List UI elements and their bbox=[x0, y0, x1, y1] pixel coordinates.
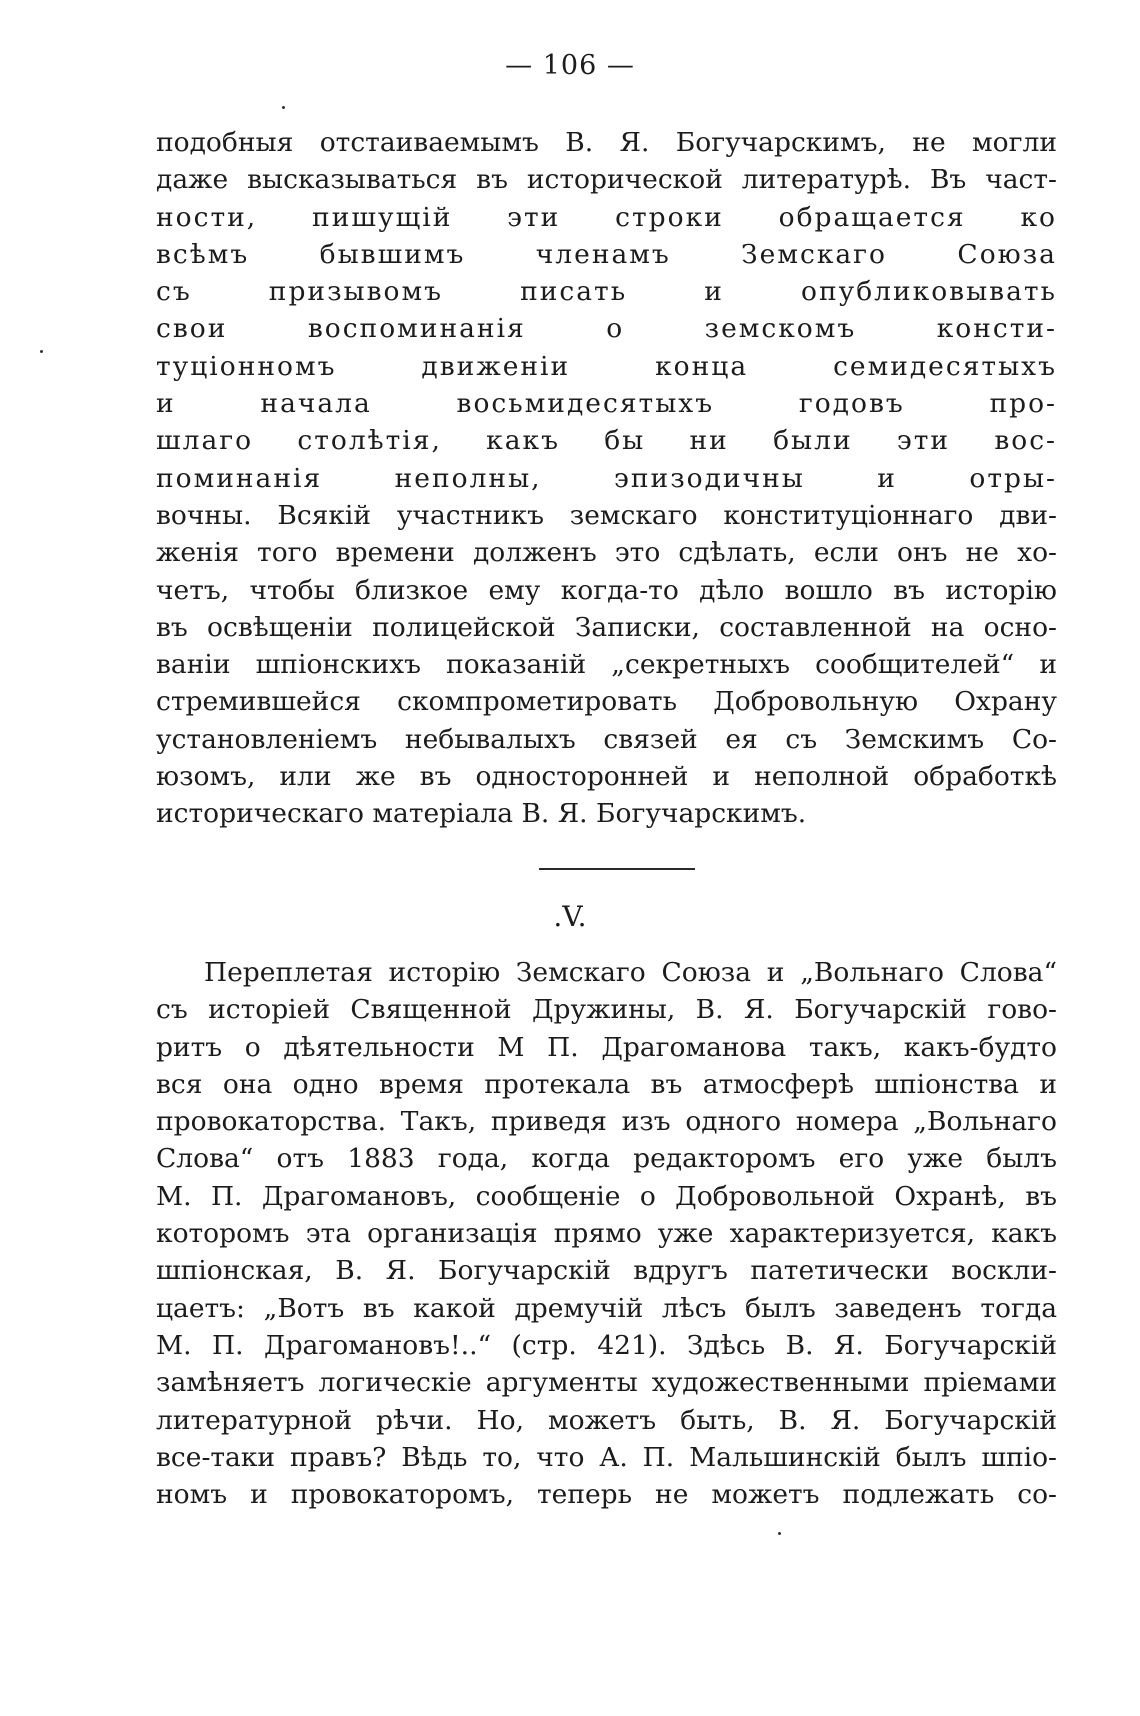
text-line: все-таки правъ? Вѣдь то, что А. П. Мальшинскій былъ шпіо- bbox=[156, 1441, 1057, 1473]
text-line: съ исторіей Священной Дружины, В. Я. Богучарскій гово- bbox=[156, 994, 1057, 1026]
text-line: подобныя отстаиваемымъ В. Я. Богучарскимъ, не могли bbox=[156, 127, 1057, 158]
text-line: въ освѣщеніи полицейской Записки, составленной на осно- bbox=[156, 611, 1057, 643]
text-line: которомъ эта организація прямо уже характеризуется, какъ bbox=[156, 1218, 1057, 1250]
scan-speck bbox=[778, 1532, 781, 1535]
text-line: цаетъ: „Вотъ въ какой дремучій лѣсъ былъ заведенъ тогда bbox=[156, 1292, 1057, 1324]
text-line: шпіонская, В. Я. Богучарскій вдругъ патетически воскли- bbox=[156, 1255, 1057, 1287]
text-line: историческаго матеріала В. Я. Богучарскимъ. bbox=[156, 798, 807, 830]
text-line: свои воспоминанія о земскомъ консти- bbox=[156, 313, 1057, 345]
text-line: стремившейся скомпрометировать Добровольную Охрану bbox=[156, 686, 1057, 718]
text-line: четъ, чтобы близкое ему когда-то дѣло вошло въ исторію bbox=[156, 574, 1057, 606]
text-line: даже высказываться въ исторической литературѣ. Въ част- bbox=[156, 164, 1057, 196]
section-heading: .V. bbox=[553, 900, 587, 933]
text-line: вся она одно время протекала въ атмосферѣ шпіонства и bbox=[156, 1068, 1057, 1100]
section-divider bbox=[539, 868, 695, 870]
text-line: литературной рѣчи. Но, можетъ быть, В. Я. Богучарскій bbox=[156, 1404, 1057, 1436]
text-line: поминанія неполны, эпизодичны и отры- bbox=[156, 462, 1057, 494]
text-line: Переплетая исторію Земскаго Союза и „Вольнаго Слова“ bbox=[204, 957, 1057, 988]
text-line: ваніи шпіонскихъ показаній „секретныхъ сообщителей“ и bbox=[156, 649, 1057, 681]
text-line: ности, пишущій эти строки обращается ко bbox=[156, 201, 1057, 233]
text-line: Слова“ отъ 1883 года, когда редакторомъ его уже былъ bbox=[156, 1143, 1057, 1175]
text-line: М. П. Драгомановъ!..“ (стр. 421). Здѣсь В. Я. Богучарскій bbox=[156, 1329, 1057, 1361]
text-line: туціонномъ движеніи конца семидесятыхъ bbox=[156, 350, 1057, 382]
text-line: М. П. Драгомановъ, сообщеніе о Добровольной Охранѣ, въ bbox=[156, 1180, 1057, 1212]
paragraph-continued bbox=[156, 124, 1057, 833]
page-number: — 106 — bbox=[505, 50, 635, 81]
paragraph-section-v bbox=[156, 954, 1057, 1513]
text-line: и начала восьмидесятыхъ годовъ про- bbox=[156, 388, 1057, 420]
text-line: женія того времени долженъ это сдѣлать, если онъ не хо- bbox=[156, 537, 1057, 569]
text-line: провокаторства. Такъ, приведя изъ одного номера „Вольнаго bbox=[156, 1106, 1057, 1138]
text-line: ритъ о дѣятельности М П. Драгоманова такъ, какъ-будто bbox=[156, 1031, 1057, 1063]
text-line: съ призывомъ писать и опубликовывать bbox=[156, 276, 1057, 308]
text-line: шлаго столѣтія, какъ бы ни были эти вос- bbox=[156, 425, 1057, 457]
scan-speck bbox=[282, 106, 285, 109]
text-line: вочны. Всякій участникъ земскаго конституціоннаго дви- bbox=[156, 499, 1057, 531]
text-line: всѣмъ бывшимъ членамъ Земскаго Союза bbox=[156, 238, 1057, 270]
text-line: замѣняетъ логическіе аргументы художественными пріемами bbox=[156, 1367, 1057, 1399]
text-line: номъ и провокаторомъ, теперь не можетъ подлежать со- bbox=[156, 1479, 1057, 1511]
text-line: установленіемъ небывалыхъ связей ея съ Земскимъ Со- bbox=[156, 723, 1057, 755]
scan-speck bbox=[40, 350, 43, 353]
text-line: юзомъ, или же въ односторонней и неполной обработкѣ bbox=[156, 761, 1057, 793]
